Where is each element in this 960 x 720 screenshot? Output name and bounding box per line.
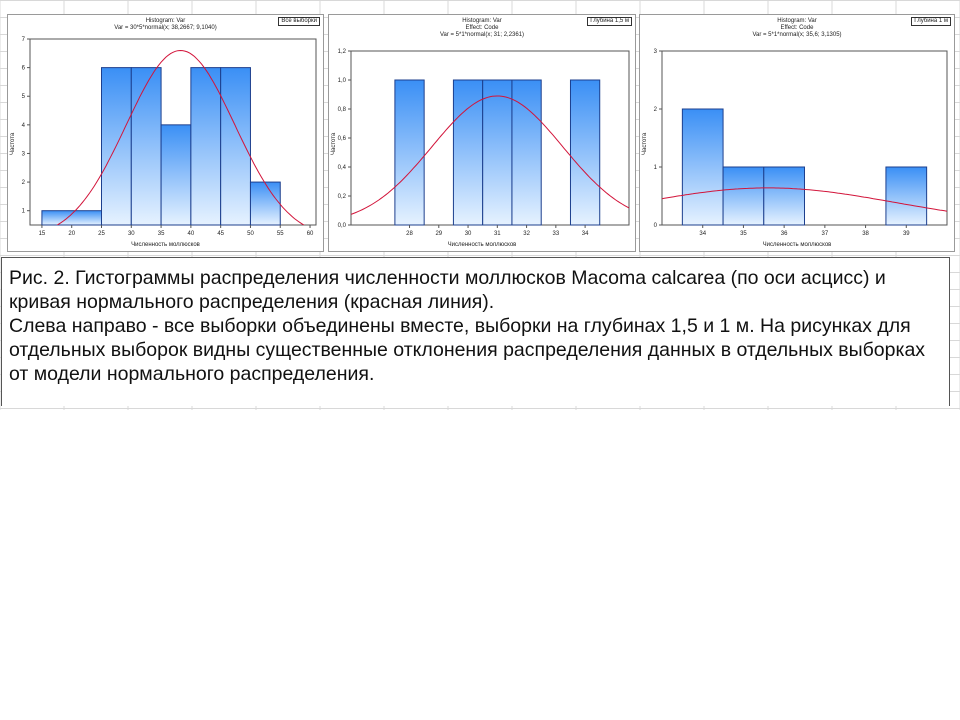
y-tick-label: 0,2 xyxy=(337,194,346,200)
x-tick-label: 50 xyxy=(247,231,254,237)
chart-title: Histogram: Var xyxy=(145,18,186,24)
x-tick-label: 38 xyxy=(862,231,869,237)
histogram-panel-all-samples xyxy=(7,14,324,252)
y-tick-label: 3 xyxy=(653,49,657,55)
histogram-bar xyxy=(483,80,512,225)
histogram-chart-depth-1 xyxy=(640,15,954,251)
y-tick-label: 5 xyxy=(21,94,25,101)
x-tick-label: 33 xyxy=(552,231,560,237)
y-tick-label: 2 xyxy=(653,107,657,113)
x-tick-label: 31 xyxy=(493,231,501,237)
y-tick-label: 1,2 xyxy=(337,49,346,55)
x-tick-label: 30 xyxy=(464,231,472,237)
histogram-bar xyxy=(250,182,280,225)
y-tick-label: 0,0 xyxy=(337,223,346,229)
histogram-bar xyxy=(886,167,927,225)
y-tick-label: 1 xyxy=(21,208,25,215)
x-tick-label: 25 xyxy=(98,231,105,237)
x-tick-label: 60 xyxy=(306,231,314,237)
sample-tag: Глубина 1 м xyxy=(911,17,951,26)
x-axis-label: Численность моллюсков xyxy=(447,242,517,248)
x-tick-label: 55 xyxy=(276,231,284,237)
sample-tag: Все выборки xyxy=(278,17,320,26)
y-tick-label: 0 xyxy=(653,223,657,229)
chart-subtitle: Effect: Code xyxy=(780,25,814,31)
x-tick-label: 45 xyxy=(217,231,225,237)
histogram-bar xyxy=(131,68,161,225)
chart-subtitle: Effect: Code xyxy=(465,25,499,31)
x-tick-label: 35 xyxy=(157,231,165,237)
x-tick-label: 29 xyxy=(435,231,443,237)
chart-subtitle: Var = 30*5*normal(x; 38,2667; 9,1040) xyxy=(114,25,217,31)
y-tick-label: 0,4 xyxy=(337,165,346,171)
y-tick-label: 7 xyxy=(21,37,25,43)
y-tick-label: 0,6 xyxy=(337,136,346,142)
histogram-bar xyxy=(42,211,102,225)
histogram-bar xyxy=(764,167,805,225)
x-tick-label: 15 xyxy=(38,231,46,237)
chart-formula: Var = 5*1*normal(x; 35,6; 3,1305) xyxy=(752,32,842,38)
y-tick-label: 1,0 xyxy=(337,78,346,84)
x-tick-label: 32 xyxy=(523,231,530,237)
x-tick-label: 39 xyxy=(902,231,910,237)
y-axis-label: Частота xyxy=(10,132,16,155)
y-tick-label: 2 xyxy=(21,180,25,187)
y-axis-label: Частота xyxy=(642,132,648,155)
sample-tag: Глубина 1,5 м xyxy=(587,17,632,26)
y-tick-label: 3 xyxy=(21,151,25,158)
figure-caption xyxy=(1,257,950,406)
histogram-chart-depth-1-5 xyxy=(329,15,635,251)
y-axis-label: Частота xyxy=(331,132,337,155)
y-tick-label: 1 xyxy=(653,165,657,171)
histogram-bar xyxy=(191,68,221,225)
x-axis-label: Численность моллюсков xyxy=(131,242,200,248)
histogram-bar xyxy=(570,80,599,225)
x-tick-label: 40 xyxy=(187,231,195,237)
chart-formula: Var = 5*1*normal(x; 31; 2,2361) xyxy=(439,32,525,38)
histogram-bar xyxy=(682,109,723,225)
histogram-bar xyxy=(161,125,191,225)
x-tick-label: 34 xyxy=(581,231,589,237)
x-tick-label: 36 xyxy=(780,231,788,237)
y-tick-label: 0,8 xyxy=(337,107,346,113)
histogram-panel-depth-1 xyxy=(639,14,955,252)
histogram-chart-all-samples xyxy=(8,15,323,251)
x-axis-label: Численность моллюсков xyxy=(762,242,832,248)
x-tick-label: 28 xyxy=(406,231,413,237)
x-tick-label: 20 xyxy=(68,231,76,237)
y-tick-label: 4 xyxy=(21,122,25,129)
histogram-bar xyxy=(723,167,764,225)
histogram-bar xyxy=(395,80,424,225)
histogram-bar xyxy=(221,68,251,225)
caption-title: Рис. 2. Гистограммы распределения численности моллюсков Macoma calcarea (по оси асцисс) и кривая нормального распределения (красная линия). xyxy=(9,267,886,313)
y-tick-label: 6 xyxy=(21,65,25,72)
caption-description: Слева направо - все выборки объединены вместе, выборки на глубинах 1,5 и 1 м. На рисунках для отдельных выборок видны существенные отклонения распределения данных в отдельных выборках от модели нормального распределения. xyxy=(9,315,926,385)
x-tick-label: 37 xyxy=(821,231,829,237)
chart-title: Histogram: Var xyxy=(462,18,502,24)
x-tick-label: 35 xyxy=(740,231,747,237)
chart-title: Histogram: Var xyxy=(777,18,817,24)
histogram-panel-depth-1-5 xyxy=(328,14,636,252)
x-tick-label: 34 xyxy=(699,231,707,237)
x-tick-label: 30 xyxy=(127,231,135,237)
